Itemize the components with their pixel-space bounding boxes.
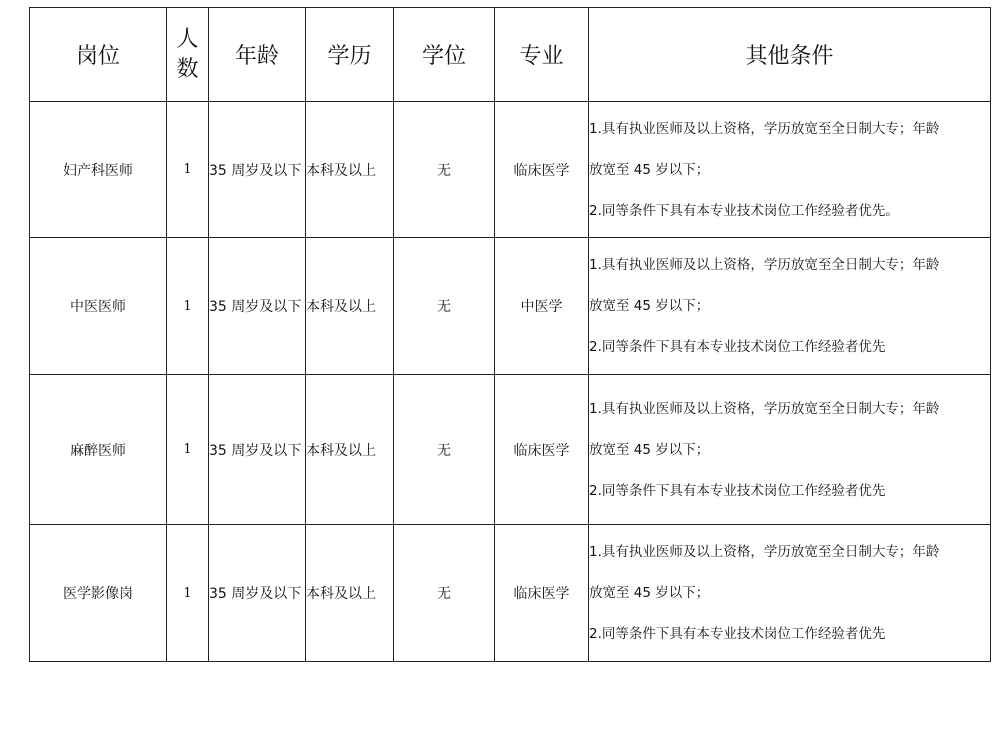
cell-position: 麻醉医师 <box>30 375 167 525</box>
cell-education: 本科及以上 <box>306 102 394 238</box>
header-count-line1: 人 <box>176 26 199 52</box>
cell-major: 临床医学 <box>495 525 589 662</box>
cell-count: 1 <box>167 102 209 238</box>
header-position: 岗位 <box>30 8 167 102</box>
table-row <box>30 102 991 238</box>
cell-education: 本科及以上 <box>306 375 394 525</box>
header-major: 专业 <box>495 8 589 102</box>
header-count <box>167 8 209 102</box>
cell-major: 中医学 <box>495 238 589 375</box>
cell-education: 本科及以上 <box>306 238 394 375</box>
header-age: 年龄 <box>209 8 306 102</box>
cell-degree: 无 <box>394 525 495 662</box>
cell-degree: 无 <box>394 102 495 238</box>
condition-line: 2.同等条件下具有本专业技术岗位工作经验者优先 <box>589 482 886 499</box>
cell-age: 35 周岁及以下 <box>209 102 306 238</box>
table-row <box>30 525 991 662</box>
cell-degree: 无 <box>394 238 495 375</box>
cell-position: 医学影像岗 <box>30 525 167 662</box>
header-education: 学历 <box>306 8 394 102</box>
condition-line: 2.同等条件下具有本专业技术岗位工作经验者优先 <box>589 626 886 642</box>
cell-other-conditions <box>589 525 991 662</box>
table-row <box>30 375 991 525</box>
cell-major: 临床医学 <box>495 102 589 238</box>
cell-education: 本科及以上 <box>306 525 394 662</box>
cell-age: 35 周岁及以下 <box>209 525 306 662</box>
condition-line: 放宽至 45 岁以下； <box>589 298 710 314</box>
cell-count: 1 <box>167 525 209 662</box>
job-requirements-table <box>29 7 991 662</box>
condition-line: 1.具有执业医师及以上资格，学历放宽至全日制大专；年龄 <box>589 257 940 273</box>
condition-line: 放宽至 45 岁以下； <box>589 161 710 178</box>
condition-line: 2.同等条件下具有本专业技术岗位工作经验者优先 <box>589 339 886 355</box>
cell-major: 临床医学 <box>495 375 589 525</box>
header-count-line2: 数 <box>176 56 199 82</box>
condition-line: 放宽至 45 岁以下； <box>589 441 710 458</box>
cell-count: 1 <box>167 375 209 525</box>
cell-degree: 无 <box>394 375 495 525</box>
header-row <box>30 8 991 102</box>
cell-age: 35 周岁及以下 <box>209 375 306 525</box>
condition-line: 1.具有执业医师及以上资格，学历放宽至全日制大专；年龄 <box>589 400 940 417</box>
cell-age: 35 周岁及以下 <box>209 238 306 375</box>
cell-other-conditions <box>589 102 991 238</box>
header-degree: 学位 <box>394 8 495 102</box>
cell-count: 1 <box>167 238 209 375</box>
cell-other-conditions <box>589 238 991 375</box>
condition-line: 1.具有执业医师及以上资格，学历放宽至全日制大专；年龄 <box>589 120 940 137</box>
cell-position: 中医医师 <box>30 238 167 375</box>
cell-other-conditions <box>589 375 991 525</box>
condition-line: 1.具有执业医师及以上资格，学历放宽至全日制大专；年龄 <box>589 544 940 560</box>
table-row <box>30 238 991 375</box>
condition-line: 放宽至 45 岁以下； <box>589 585 710 601</box>
header-other-conditions: 其他条件 <box>589 8 991 102</box>
cell-position: 妇产科医师 <box>30 102 167 238</box>
condition-line: 2.同等条件下具有本专业技术岗位工作经验者优先。 <box>589 202 899 219</box>
